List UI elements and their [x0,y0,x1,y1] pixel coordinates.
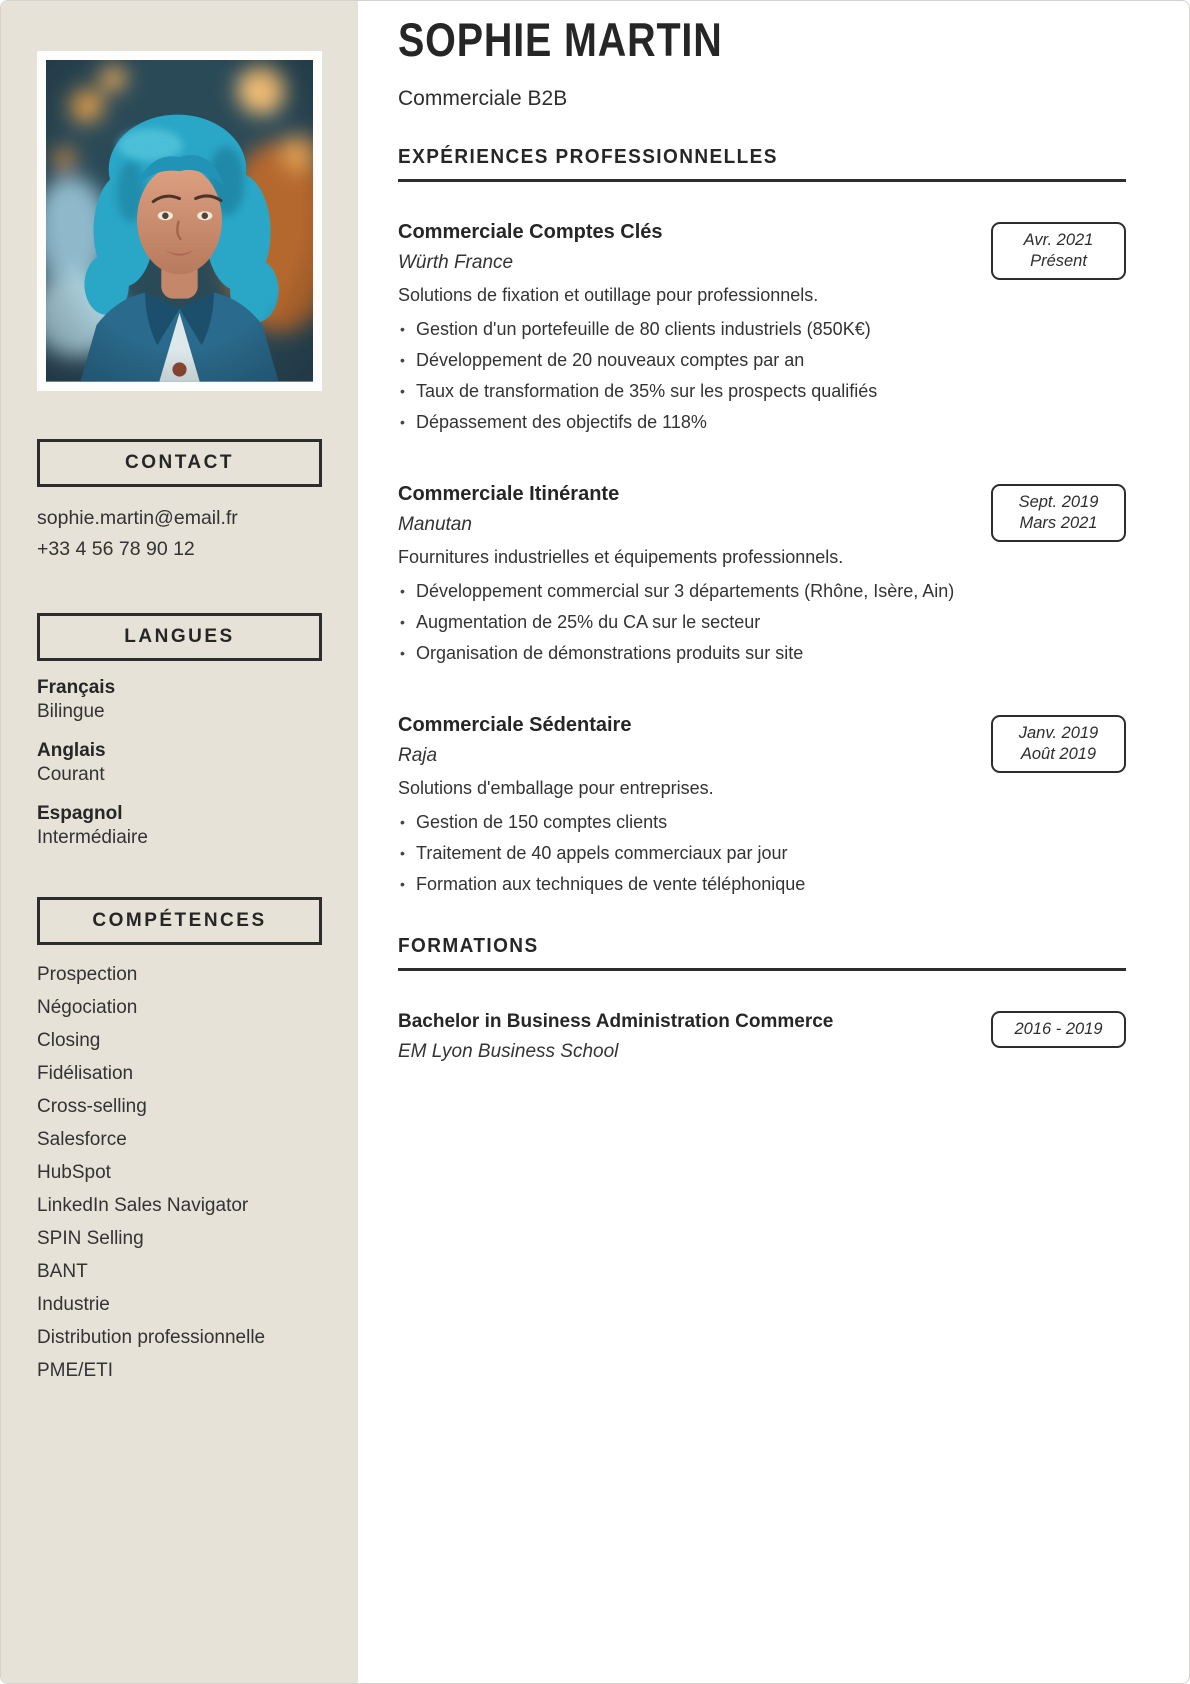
education-section-title: FORMATIONS [398,935,539,957]
job-description: Fournitures industrielles et équipements professionnels. [398,547,844,567]
job-description: Solutions de fixation et outillage pour professionnels. [398,285,819,305]
job-date-start: Janv. 2019 [1018,724,1099,742]
language-level: Intermédiaire [37,826,148,848]
job-date-badge [991,222,1126,280]
skill-item: Salesforce [37,1128,127,1150]
job-bullet: • Dépassement des objectifs de 118% [398,407,967,438]
job-date-end: Mars 2021 [1019,514,1098,532]
main-content [358,1,1189,1683]
job-bullet: • Gestion d'un portefeuille de 80 clients industriels (850K€) [398,314,967,345]
skill-item: Négociation [37,996,138,1018]
job-bullet: • Augmentation de 25% du CA sur le secteur [398,607,967,638]
job-title: Commerciale Itinérante [398,483,620,505]
skill-item: SPIN Selling [37,1227,144,1249]
job-entry [398,220,1126,438]
job-bullets [398,314,967,438]
education-title: Bachelor in Business Administration Commerce [398,1011,834,1032]
education-date: 2016 - 2019 [1014,1020,1103,1038]
education-school: EM Lyon Business School [398,1041,619,1062]
sidebar [1,1,358,1683]
job-bullet: • Formation aux techniques de vente téléphonique [398,869,967,900]
job-bullet: • Développement commercial sur 3 départements (Rhône, Isère, Ain) [398,576,967,607]
contact-section-header [37,439,322,487]
education-section [398,934,1126,1064]
job-date-end: Août 2019 [1020,745,1097,763]
languages-list [37,677,322,849]
contact-info [37,503,322,565]
contact-email: sophie.martin@email.fr [37,506,238,529]
photo-frame [37,51,322,391]
contact-phone: +33 4 56 78 90 12 [37,537,195,560]
skills-list [37,961,322,1384]
job-bullet: • Taux de transformation de 35% sur les prospects qualifiés [398,376,967,407]
job-details [398,713,991,900]
contact-section-title: CONTACT [125,451,234,473]
job-date-end: Présent [1030,252,1087,270]
education-date-badge [991,1011,1126,1048]
skills-section-title: COMPÉTENCES [92,909,267,931]
skill-item: BANT [37,1260,88,1282]
education-section-header [398,934,1126,971]
portrait-photo [46,60,313,382]
skill-item: PME/ETI [37,1359,114,1381]
language-name: Français [37,676,116,698]
skills-section-header [37,897,322,945]
education-details [398,1009,991,1064]
skill-item: HubSpot [37,1161,111,1183]
job-entry [398,482,1126,669]
job-company: Raja [398,745,438,766]
job-date-start: Sept. 2019 [1018,493,1099,511]
experience-section-title: EXPÉRIENCES PROFESSIONNELLES [398,146,778,168]
skill-item: Cross-selling [37,1095,147,1117]
job-entry [398,713,1126,900]
job-title: Commerciale Comptes Clés [398,221,663,243]
job-bullet: • Traitement de 40 appels commerciaux par jour [398,838,967,869]
skill-item: Industrie [37,1293,110,1315]
skill-item: Closing [37,1029,101,1051]
skill-item: Prospection [37,963,138,985]
skill-item: Fidélisation [37,1062,134,1084]
jobs-list [398,220,1126,900]
job-bullets [398,576,967,669]
job-details [398,220,991,438]
job-description: Solutions d'emballage pour entreprises. [398,778,714,798]
education-entry [398,1009,1126,1064]
language-item [37,803,322,849]
skill-item: Distribution professionnelle [37,1326,266,1348]
languages-section-header [37,613,322,661]
language-level: Bilingue [37,700,105,722]
experience-section-header [398,145,1126,182]
job-bullet: • Développement de 20 nouveaux comptes par an [398,345,967,376]
job-date-start: Avr. 2021 [1023,231,1094,249]
job-details [398,482,991,669]
language-item [37,740,322,786]
language-item [37,677,322,723]
job-bullet: • Organisation de démonstrations produits sur site [398,638,967,669]
job-bullets [398,807,967,900]
language-name: Espagnol [37,802,123,824]
job-bullet: • Gestion de 150 comptes clients [398,807,967,838]
job-company: Manutan [398,514,472,535]
experience-section [398,145,1126,900]
job-date-badge [991,715,1126,773]
languages-section-title: LANGUES [124,625,235,647]
name-title: SOPHIE MARTIN [398,13,723,66]
job-date-badge [991,484,1126,542]
job-company: Würth France [398,252,514,273]
education-list [398,1009,1126,1064]
job-title: Commerciale Sédentaire [398,714,632,736]
language-level: Courant [37,763,105,785]
role-subtitle: Commerciale B2B [398,87,568,110]
language-name: Anglais [37,739,106,761]
skill-item: LinkedIn Sales Navigator [37,1194,249,1216]
